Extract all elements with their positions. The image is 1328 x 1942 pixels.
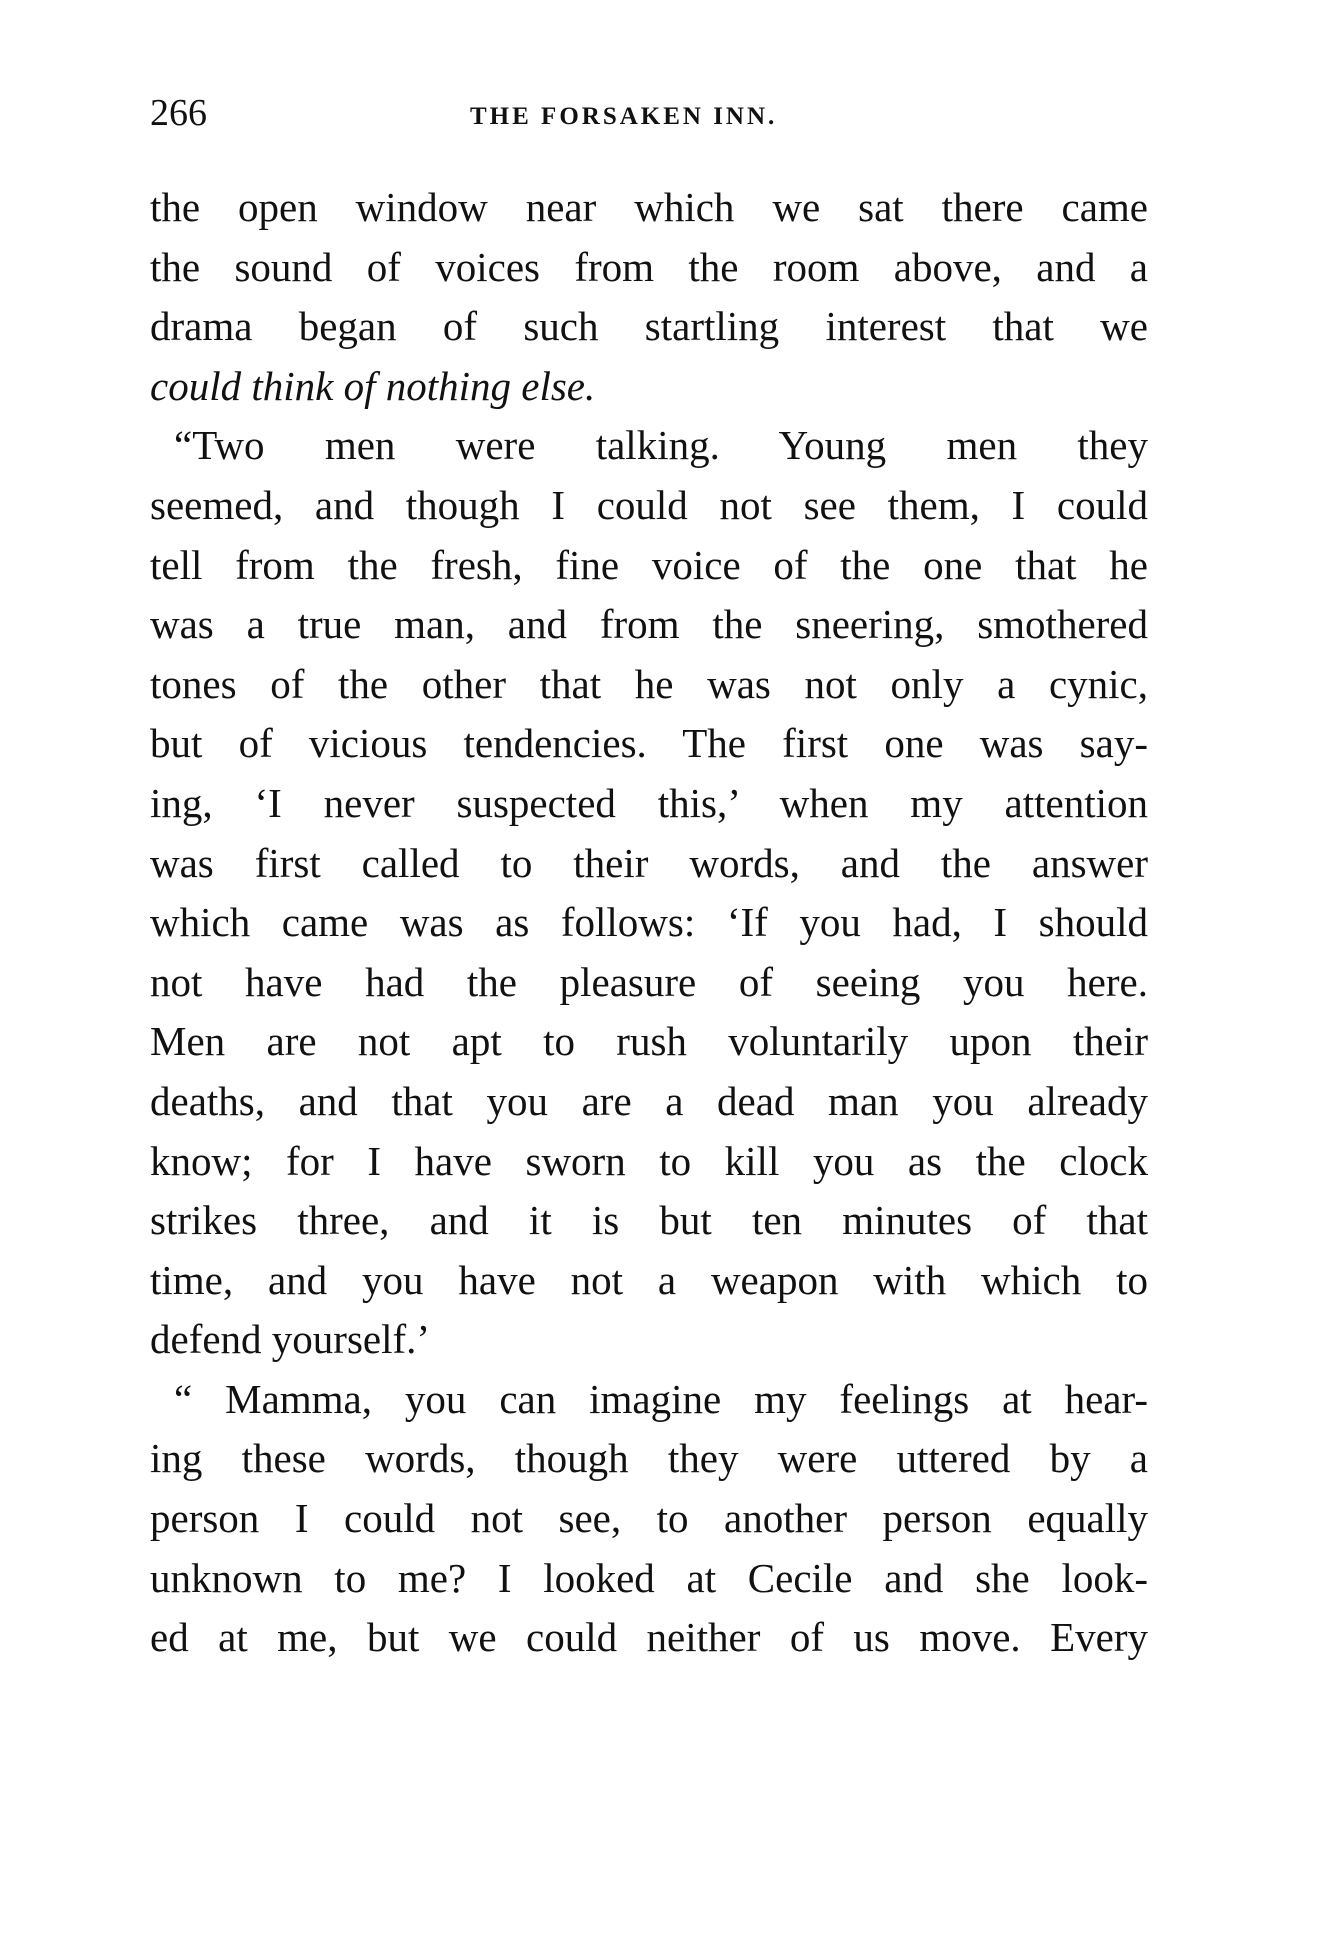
- text-line: ing these words, though they were uttered by a: [150, 1435, 1148, 1482]
- text-line: the open window near which we sat there came: [150, 184, 1148, 230]
- text-line: time, and you have not a weapon with which to: [150, 1256, 1148, 1303]
- text-line: Men are not apt to rush voluntarily upon their: [150, 1018, 1148, 1065]
- text-line: which came was as follows: ‘If you had, I should: [150, 899, 1148, 946]
- text-line: tell from the fresh, fine voice of the one that he: [150, 541, 1148, 588]
- paragraph-start-line: “Two men were talking. Young men they: [174, 422, 1148, 469]
- text-line: but of vicious tendencies. The first one was say-: [150, 720, 1148, 767]
- text-line: strikes three, and it is but ten minutes of that: [150, 1197, 1148, 1244]
- text-line: person I could not see, to another person equally: [150, 1495, 1148, 1542]
- text-line: know; for I have sworn to kill you as the clock: [150, 1137, 1148, 1184]
- running-title: THE FORSAKEN INN.: [470, 103, 778, 130]
- text-line: ed at me, but we could neither of us move. Every: [150, 1614, 1148, 1661]
- text-line: ing, ‘I never suspected this,’ when my attention: [150, 779, 1148, 826]
- text-line: tones of the other that he was not only a cynic,: [150, 660, 1148, 707]
- text-line: could think of nothing else.: [150, 362, 596, 409]
- text-line: deaths, and that you are a dead man you already: [150, 1077, 1148, 1124]
- text-line: seemed, and though I could not see them, I could: [150, 481, 1148, 528]
- running-head: [150, 88, 1150, 138]
- text-line: drama began of such startling interest that we: [150, 303, 1148, 350]
- page-number: 266: [150, 92, 207, 134]
- text-line: was a true man, and from the sneering, smothered: [150, 601, 1148, 648]
- paragraph-start-line: “ Mamma, you can imagine my feelings at hear-: [174, 1375, 1148, 1422]
- body-text: [150, 178, 1148, 1668]
- text-line: defend yourself.’: [150, 1316, 431, 1363]
- text-line: the sound of voices from the room above, and a: [150, 243, 1148, 290]
- text-line: was first called to their words, and the answer: [150, 839, 1148, 886]
- text-line: unknown to me? I looked at Cecile and she look-: [150, 1554, 1148, 1601]
- text-line: not have had the pleasure of seeing you here.: [150, 958, 1148, 1005]
